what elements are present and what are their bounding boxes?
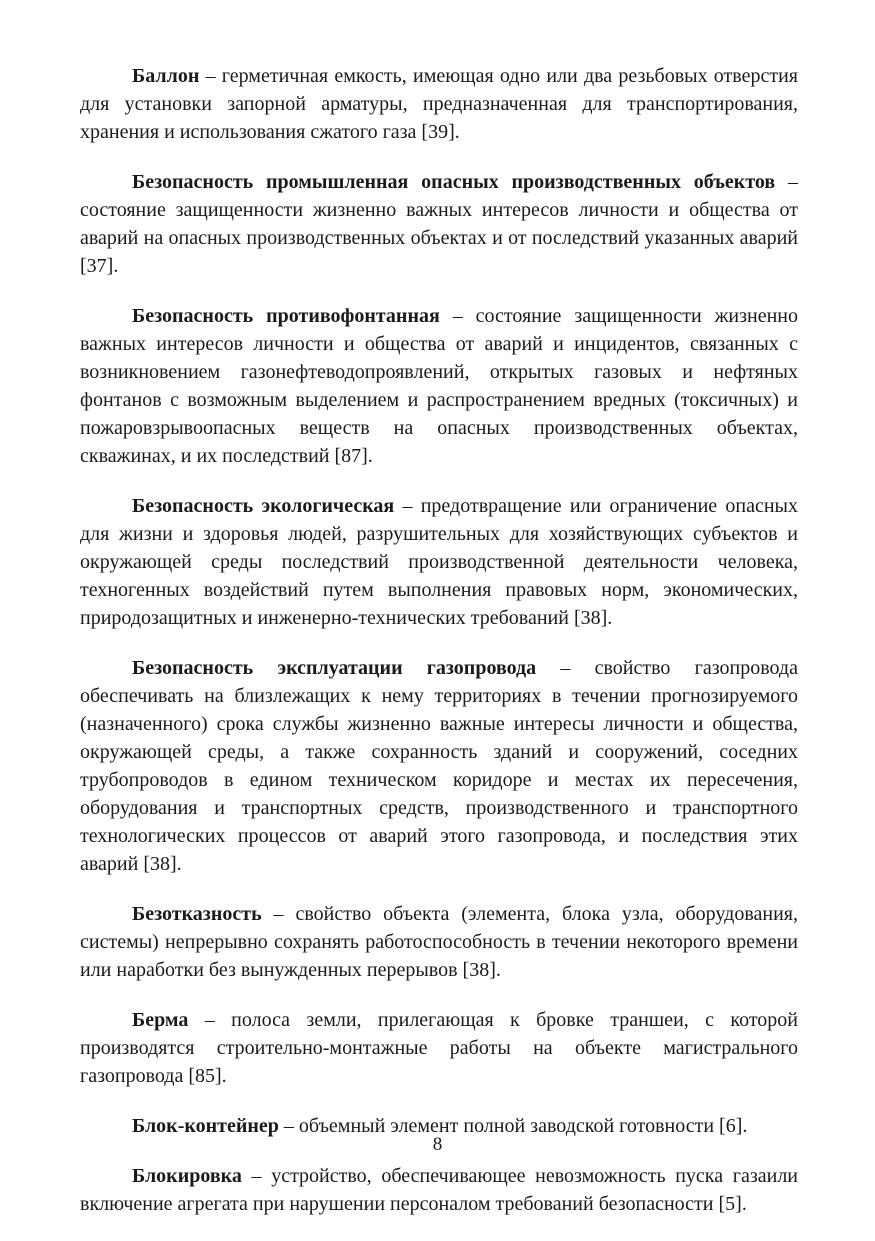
page-number: 8 — [432, 1134, 443, 1155]
glossary-entry — [80, 1162, 798, 1218]
glossary-definition: – объемный элемент полной заводской готовности [6]. — [278, 1115, 748, 1137]
glossary-definition: – состояние защищенности жизненно важных интересов личности и общества от аварий на опасных производственных объектах и от последствий указанных аварий [37]. — [80, 171, 799, 277]
glossary-term: Блок-контейнер — [132, 1115, 279, 1137]
glossary-term: Безопасность противофонтанная — [132, 305, 440, 327]
glossary-entry — [80, 1006, 798, 1090]
glossary-term: Безопасность экологическая — [132, 495, 395, 517]
glossary-term: Баллон — [132, 65, 200, 87]
glossary-entry — [80, 62, 798, 146]
glossary-definition: – свойство газопровода обеспечивать на близлежащих к нему территориях в течении прогнозируемого (назначенного) срока службы жизненно важные интересы личности и общества, окружающей среды, а также сохранность зданий и сооружений, соседних трубопроводов в едином техническом коридоре и местах их пересечения, оборудования и транспортных средств, производственного и транспортного технологических процессов от аварий этого газопровода, и последствия этих аварий [38]. — [80, 657, 798, 875]
glossary-term: Безопасность эксплуатации газопровода — [132, 657, 537, 679]
glossary-term: Безотказность — [132, 903, 262, 925]
document-body — [80, 62, 798, 1240]
glossary-term: Блокировка — [132, 1165, 242, 1187]
glossary-entry — [80, 492, 798, 632]
glossary-definition: – полоса земли, прилегающая к бровке траншеи, с которой производятся строительно-монтажные работы на объекте магистрального газопровода [85]. — [80, 1009, 798, 1087]
glossary-entry — [80, 168, 798, 280]
glossary-entry — [80, 900, 798, 984]
glossary-term: Берма — [132, 1009, 189, 1031]
glossary-entry — [80, 302, 798, 470]
glossary-definition: – состояние защищенности жизненно важных интересов личности и общества от аварий и инцидентов, связанных с возникновением газонефтеводопроявлений, открытых газовых и нефтяных фонтанов с возможным выделением и распространением вредных (токсичных) и пожаровзрывоопасных веществ на опасных производственных объектах, скважинах, и их последствий [87]. — [80, 305, 798, 467]
glossary-definition: – устройство, обеспечивающее невозможность пуска газаили включение агрегата при нарушении персоналом требований безопасности [5]. — [80, 1165, 798, 1215]
glossary-term: Безопасность промышленная опасных производственных объектов — [132, 171, 776, 193]
glossary-entry — [80, 654, 798, 878]
glossary-definition: – свойство объекта (элемента, блока узла, оборудования, системы) непрерывно сохранять работоспособность в течении некоторого времени или наработки без вынужденных перерывов [38]. — [80, 903, 798, 981]
glossary-definition: – предотвращение или ограничение опасных для жизни и здоровья людей, разрушительных для хозяйствующих субъектов и окружающей среды последствий производственной деятельности человека, техногенных воздействий путем выполнения правовых норм, экономических, природозащитных и инженерно-технических требований [38]. — [80, 495, 798, 629]
glossary-definition: – герметичная емкость, имеющая одно или два резьбовых отверстия для установки запорной арматуры, предназначенная для транспортирования, хранения и использования сжатого газа [39]. — [80, 65, 798, 143]
